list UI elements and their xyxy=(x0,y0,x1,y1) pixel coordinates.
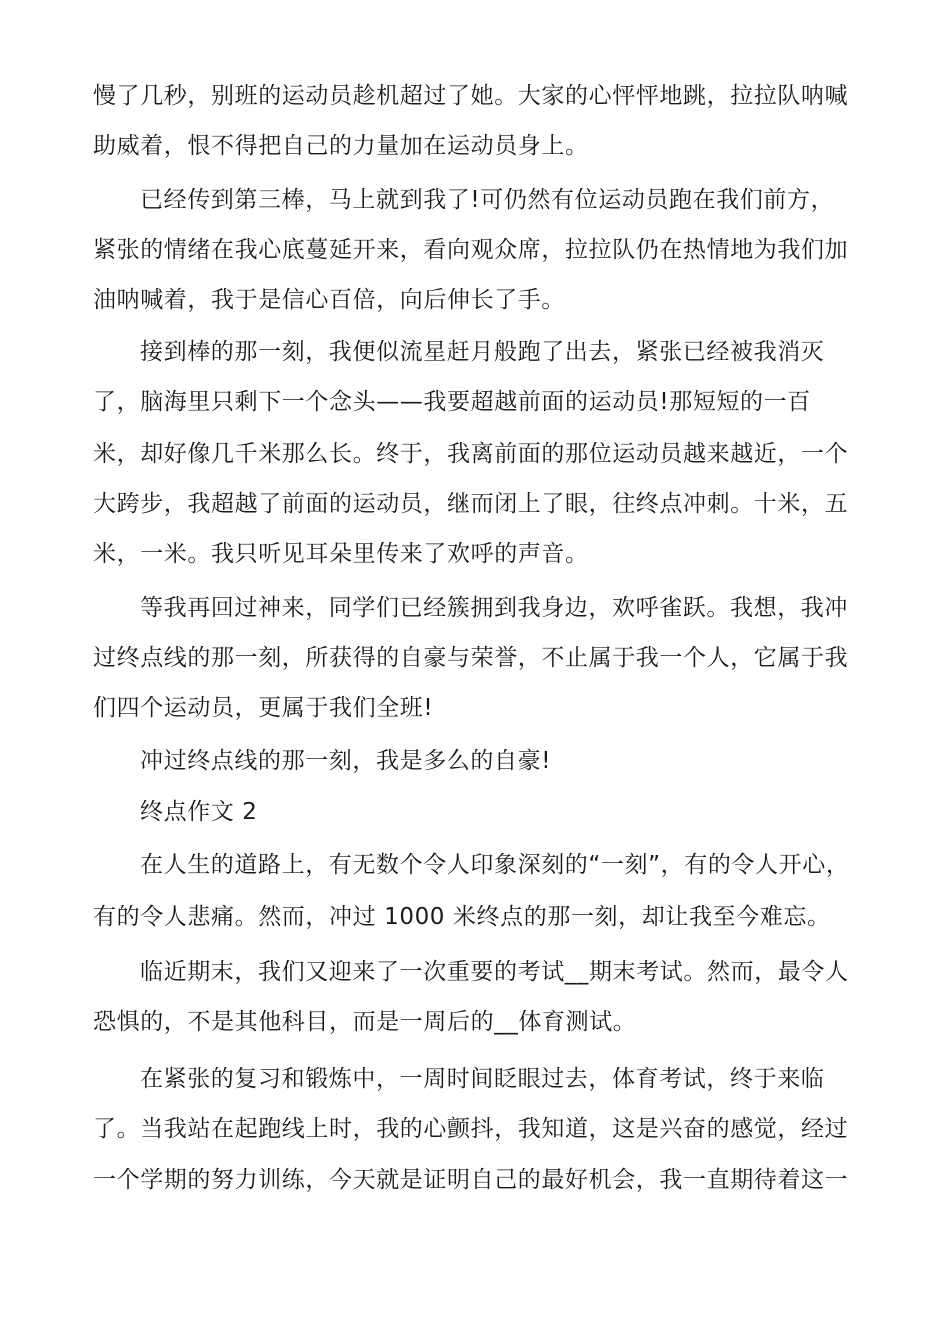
text-line: 油呐喊着，我于是信心百倍，向后伸长了手。 xyxy=(93,287,565,313)
paragraph-first-line: 临近期末，我们又迎来了一次重要的考试__期末考试。然而，最令人 xyxy=(140,959,849,985)
paragraph-first-line: 等我再回过神来，同学们已经簇拥到我身边，欢呼雀跃。我想，我冲 xyxy=(140,595,848,621)
text-line: 恐惧的，不是其他科目，而是一周后的__体育测试。 xyxy=(93,1009,637,1035)
paragraph-first-line: 接到棒的那一刻，我便似流星赶月般跑了出去，紧张已经被我消灭 xyxy=(140,339,825,365)
paragraph-first-line: 在人生的道路上，有无数个令人印象深刻的“一刻”，有的令人开心， xyxy=(140,852,850,878)
text-line: 们四个运动员，更属于我们全班! xyxy=(93,695,434,721)
text-line: 了，脑海里只剩下一个念头——我要超越前面的运动员!那短短的一百 xyxy=(93,389,811,415)
section-heading: 终点作文 2 xyxy=(140,799,258,825)
text-line: 米，一米。我只听见耳朵里传来了欢呼的声音。 xyxy=(93,541,589,567)
text-line: 有的令人悲痛。然而，冲过 1000 米终点的那一刻，却让我至今难忘。 xyxy=(93,904,831,930)
paragraph-first-line: 在紧张的复习和锻炼中，一周时间眨眼过去，体育考试，终于来临 xyxy=(140,1066,825,1092)
text-line: 米，却好像几千米那么长。终于，我离前面的那位运动员越来越近，一个 xyxy=(93,441,849,467)
text-line: 慢了几秒，别班的运动员趁机超过了她。大家的心怦怦地跳，拉拉队呐喊 xyxy=(93,83,849,109)
text-line: 了。当我站在起跑线上时，我的心颤抖，我知道，这是兴奋的感觉，经过 xyxy=(93,1116,849,1142)
text-line: 大跨步，我超越了前面的运动员，继而闭上了眼，往终点冲刺。十米，五 xyxy=(93,491,849,517)
text-line: 一个学期的努力训练，今天就是证明自己的最好机会，我一直期待着这一 xyxy=(93,1167,849,1193)
text-line: 过终点线的那一刻，所获得的自豪与荣誉，不止属于我一个人，它属于我 xyxy=(93,645,849,671)
text-line: 紧张的情绪在我心底蔓延开来，看向观众席，拉拉队仍在热情地为我们加 xyxy=(93,237,849,263)
paragraph-first-line: 已经传到第三棒，马上就到我了!可仍然有位运动员跑在我们前方， xyxy=(140,187,835,213)
paragraph-first-line: 冲过终点线的那一刻，我是多么的自豪! xyxy=(140,748,552,774)
text-line: 助威着，恨不得把自己的力量加在运动员身上。 xyxy=(93,133,589,159)
